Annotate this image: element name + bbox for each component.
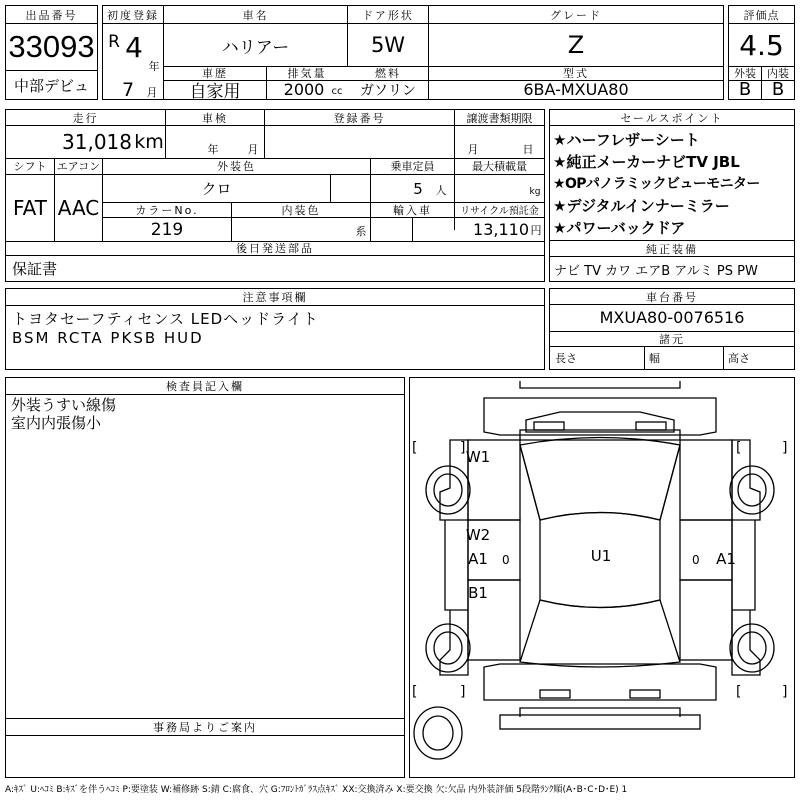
bracket-left-bottom: [ [412,684,418,700]
spare-wheel [414,707,462,759]
car-name: ハリアー [221,37,290,58]
sales-point-4: ★デジタルインナーミラー [553,197,730,215]
door-label: ドア形状 [362,8,414,22]
bracket-right-bottom: [ [736,684,742,700]
right-taillamp [630,690,660,698]
zero-right: 0 [692,553,700,567]
left-taillamp [540,690,570,698]
reg-month: 7 [121,78,135,101]
model-code: 6BA-MXUA80 [523,80,629,99]
color-label: 外装色 [217,160,256,173]
zero-left: 0 [502,553,510,567]
legend: A:ｷｽﾞ U:ﾍｺﾐ B:ｷｽﾞを伴うﾍｺﾐ P:要塗装 W:補修跡 S:錆 C:腐食、穴 G:ﾌﾛﾝﾄｶﾞﾗｽ点ｷｽﾞ XX:交換済み X:要交換 欠:欠品 内外装評価 5段階ﾗﾝｸ順(A･B･C･D･E) 1 [5,784,628,795]
insp-year-unit: 年 [207,143,219,156]
damage-mark: B1 [468,584,488,602]
left-side [445,520,468,610]
era: R [108,32,120,52]
load-label: 最大積載量 [472,160,527,173]
vehicle-history: 自家用 [189,82,241,102]
sales-point-5: ★パワーバックドア [553,219,686,237]
inspector-line-2: 室内内張傷小 [11,414,102,432]
intcolor-unit: 系 [355,225,367,238]
equipment-label: 純正装備 [646,242,698,256]
damage-mark: U1 [590,547,612,565]
shift-label: シフト [13,160,47,173]
caution-line-1: トヨタセーフティセンス LEDヘッドライト [12,310,319,328]
bracket-left-bottom-close: ] [460,684,466,700]
body-color: クロ [201,180,232,198]
right-rear-door [680,580,732,660]
ext-grade: B [738,79,752,100]
lot-number: 33093 [8,29,95,64]
damage-mark: W2 [465,526,491,544]
colorno-label: カラーNo. [135,203,199,217]
chassis-number: MXUA80-0076516 [599,308,745,327]
bracket-right-top: [ [736,440,742,456]
bracket-right-bottom-close: ] [782,684,788,700]
transfer-label: 譲渡書類期限 [466,111,533,125]
capacity-label: 乗車定員 [390,160,435,173]
transfer-day-unit: 日 [522,143,534,156]
recycle-value: 13,110 [473,220,529,239]
reg-year: 4 [125,30,143,64]
fuel-label: 燃料 [375,67,401,80]
inspection-label: 車検 [202,111,228,125]
ac-label: エアコン [56,160,101,173]
chassis-label: 車台番号 [646,290,698,304]
windshield [520,438,680,521]
disp-label: 排気量 [287,67,327,80]
capacity-value: 5 [413,179,423,198]
bracket-left-top: [ [412,440,418,456]
front-bumper-outline [520,381,680,388]
transfer-month-unit: 月 [467,143,479,156]
bracket-right-top-close: ] [782,440,788,456]
grade-label: グレード [550,8,602,22]
recycle-unit: 円 [530,224,542,237]
debut-label: 中部デビュ [13,76,89,95]
load-unit: kg [529,187,541,197]
wheel-front-right [730,466,774,514]
mileage-unit: km [134,131,164,153]
grade: Z [567,31,585,59]
score: 4.5 [739,28,784,62]
wheel-rear-left [426,624,470,672]
caution-label: 注意事項欄 [242,291,308,304]
right-headlamp [636,422,666,430]
sales-point-3: ★OPパノラミックビューモニター [553,176,760,192]
int-label: 内装 [767,67,789,80]
bracket-left-top-close: ] [460,440,466,456]
damage-mark: A1 [468,550,488,568]
rear-bumper-outline [520,708,680,717]
color-number: 219 [150,219,184,240]
dims-label: 諸元 [659,332,685,346]
regno-label: 登録番号 [333,111,386,125]
disp-unit: cc [331,86,343,97]
rear-window [520,600,680,667]
width-label: 幅 [649,352,660,365]
mileage-value: 31,018 [62,130,132,154]
int-grade: B [771,79,785,100]
sales-label: セールスポイント [620,111,724,125]
office-label: 事務局よりご案内 [153,721,257,734]
wheel-front-left [426,466,470,514]
rear-step [500,715,700,729]
mileage-label: 走行 [72,111,99,125]
month-unit: 月 [146,86,158,99]
hist-label: 車歴 [202,67,228,80]
fuel: ガソリン [360,82,416,99]
reg-label: 初度登録 [107,8,159,22]
inspector-label: 検査員記入欄 [166,380,244,393]
ext-label: 外装 [734,67,756,80]
insp-month-unit: 月 [247,143,259,156]
shift-value: FAT [12,196,47,220]
wheel-rear-right [730,624,774,672]
inspector-line-1: 外装うすい線傷 [11,396,117,414]
rear-bumper [484,664,716,700]
name-label: 車名 [242,8,269,22]
damage-mark: W1 [465,448,491,466]
height-label: 高さ [728,352,750,365]
year-unit: 年 [148,60,160,73]
warranty-value: 保証書 [12,260,58,278]
recycle-label: リサイクル預託金 [460,206,539,217]
sales-point-1: ★ハーフレザーシート [553,131,700,149]
left-headlamp [534,422,564,430]
ac-value: AAC [57,196,100,220]
warranty-label: 後日発送部品 [236,242,314,255]
caution-line-2: BSM RCTA PKSB HUD [12,329,204,347]
right-front-door [680,440,732,520]
import-label: 輸入車 [393,203,432,217]
score-label: 評価点 [743,8,780,22]
capacity-unit: 人 [435,184,447,197]
model-label: 型式 [563,67,589,80]
displacement: 2000 [283,80,325,99]
sales-point-2: ★純正メーカーナビTV JBL [553,153,740,171]
damage-mark: A1 [716,550,736,568]
length-label: 長さ [555,352,577,365]
intcolor-label: 内装色 [281,203,321,217]
lot-label: 出品番号 [25,8,78,22]
door-type: 5W [370,33,406,57]
equipment-value: ナビ TV カワ エアB アルミ PS PW [554,263,758,279]
